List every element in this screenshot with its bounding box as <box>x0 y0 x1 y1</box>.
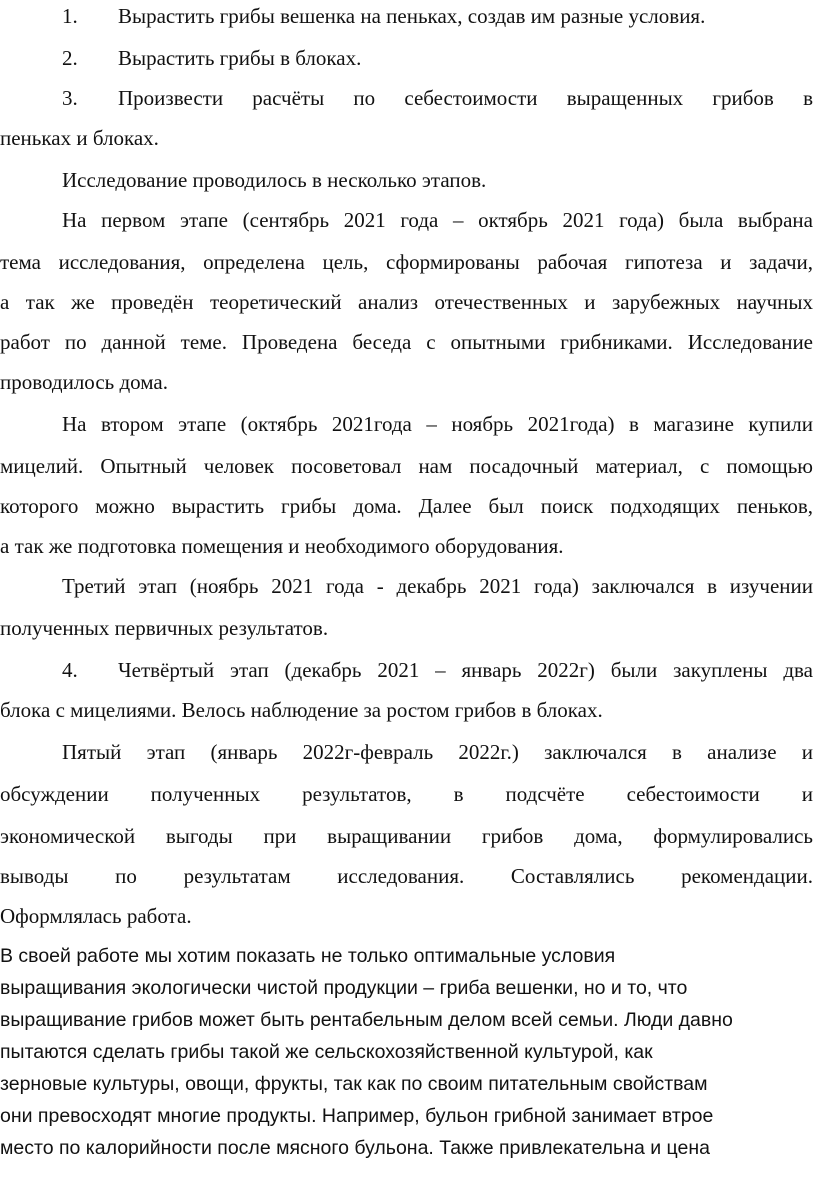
stage4-continuation: блока с мицелиями. Велось наблюдение за ростом грибов в блоках. <box>0 698 603 722</box>
stage2-line: На втором этапе (октябрь 2021года – ноябрь 2021года) в магазине купили <box>62 412 813 436</box>
conclusion-line: пытаются сделать грибы такой же сельскохозяйственной культурой, как <box>0 1041 653 1063</box>
conclusion-line: В своей работе мы хотим показать не только оптимальные условия <box>0 945 616 967</box>
stage5-line: экономической выгоды при выращивании грибов дома, формулировались <box>0 824 813 848</box>
conclusion-line: выращивание грибов может быть рентабельным делом всей семьи. Люди давно <box>0 1009 733 1031</box>
list-number: 4. <box>62 658 78 682</box>
stage1-line: проводилось дома. <box>0 370 168 394</box>
list-text: Вырастить грибы вешенка на пеньках, создав им разные условия. <box>118 4 706 28</box>
stage1-line: а так же проведён теоретический анализ отечественных и зарубежных научных <box>0 290 813 314</box>
stage3-line: Третий этап (ноябрь 2021 года - декабрь 2021 года) заключался в изучении <box>62 574 813 598</box>
stage1-line: работ по данной теме. Проведена беседа с опытными грибниками. Исследование <box>0 330 813 354</box>
stage5-line: Пятый этап (январь 2022г-февраль 2022г.) заключался в анализе и <box>62 740 813 764</box>
stage1-line: На первом этапе (сентябрь 2021 года – октябрь 2021 года) была выбрана <box>62 208 813 232</box>
list-text: Произвести расчёты по себестоимости выращенных грибов в <box>118 86 813 110</box>
conclusion-line: выращивания экологически чистой продукции – гриба вешенки, но и то, что <box>0 977 688 999</box>
conclusion-line: они превосходят многие продукты. Например, бульон грибной занимает втрое <box>0 1105 714 1127</box>
list-number: 3. <box>62 86 78 110</box>
conclusion-line: место по калорийности после мясного бульона. Также привлекательна и цена <box>0 1137 710 1159</box>
list-text-continuation: пеньках и блоках. <box>0 126 159 150</box>
stage2-line: а так же подготовка помещения и необходимого оборудования. <box>0 534 564 558</box>
stage2-line: которого можно вырастить грибы дома. Далее был поиск подходящих пеньков, <box>0 494 813 518</box>
stage2-line: мицелий. Опытный человек посоветовал нам посадочный материал, с помощью <box>0 454 813 478</box>
stage5-line: обсуждении полученных результатов, в подсчёте себестоимости и <box>0 782 813 806</box>
stage1-line: тема исследования, определена цель, сформированы рабочая гипотеза и задачи, <box>0 250 813 274</box>
list-number: 2. <box>62 46 78 70</box>
stage4-text: Четвёртый этап (декабрь 2021 – январь 2022г) были закуплены два <box>118 658 813 682</box>
list-text: Вырастить грибы в блоках. <box>118 46 362 70</box>
stages-intro: Исследование проводилось в несколько этапов. <box>62 168 487 192</box>
stage5-line: Оформлялась работа. <box>0 904 192 928</box>
conclusion-line: зерновые культуры, овощи, фрукты, так как по своим питательным свойствам <box>0 1073 708 1095</box>
stage3-line: полученных первичных результатов. <box>0 616 329 640</box>
list-number: 1. <box>62 4 78 28</box>
stage5-line: выводы по результатам исследования. Составлялись рекомендации. <box>0 864 813 888</box>
